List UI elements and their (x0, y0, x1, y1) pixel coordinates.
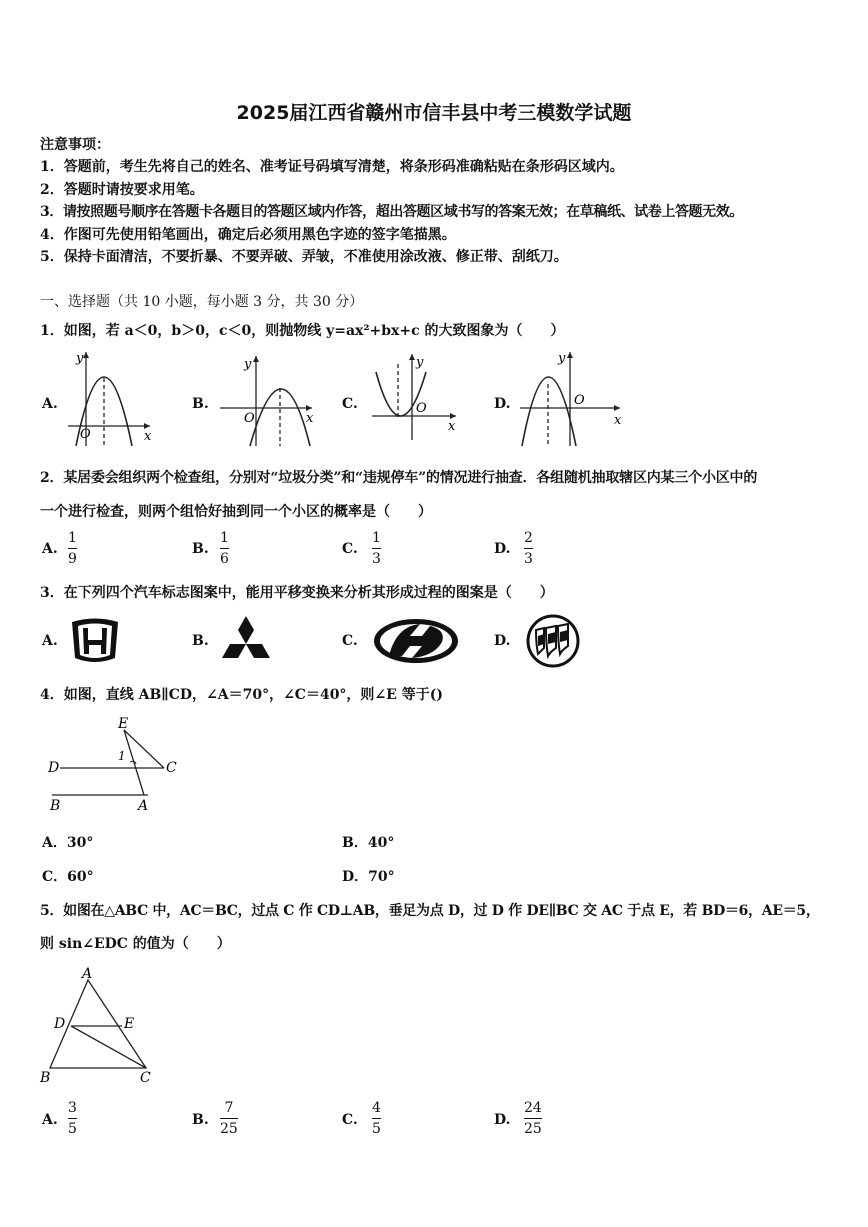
note-item: 1．答题前，考生先将自己的姓名、准考证号码填写清楚，将条形码准确粘贴在条形码区域内。 (40, 159, 624, 175)
q4-option-c: C．60° (42, 869, 94, 885)
buick-logo-icon (526, 614, 580, 668)
question-2-stem: 2．某居委会组织两个检查组，分别对“垃圾分类”和“违规停车”的情况进行抽查．各组随机抽取辖区内某三个小区中的 (40, 470, 758, 486)
q4-option-a: A．30° (42, 835, 94, 851)
page-title: 2025届江西省赣州市信丰县中考三模数学试题 (236, 102, 632, 124)
q2-option-a-label: A. (42, 541, 58, 557)
q5-option-d-fraction: 24 25 (524, 1100, 542, 1137)
q3-option-c-label: C. (342, 633, 358, 649)
q2-option-c-label: C. (342, 541, 358, 557)
x-axis-label: x (144, 429, 152, 444)
svg-text:x: x (614, 413, 622, 428)
q1-option-c-label: C. (342, 396, 358, 412)
point-label: B (50, 798, 61, 814)
note-item: 4．作图可先使用铅笔画出，确定后必须用黑色字迹的签字笔描黑。 (40, 227, 456, 243)
q2-option-b-label: B. (192, 541, 209, 557)
q5-option-b-fraction: 7 25 (220, 1100, 238, 1137)
q5-option-b-label: B. (192, 1112, 209, 1128)
svg-text:y: y (416, 355, 424, 370)
q4-diagram (40, 712, 190, 814)
note-item: 3．请按照题号顺序在答题卡各题目的答题区域内作答，超出答题区域书写的答案无效；在草稿纸、试卷上答题无效。 (40, 204, 743, 220)
point-label: E (118, 716, 129, 732)
question-1-stem: 1．如图，若 a＜0，b＞0，c＜0，则抛物线 y=ax²+bx+c 的大致图象为（ ） (40, 323, 565, 339)
origin-label: O (80, 427, 91, 442)
svg-text:y: y (244, 357, 252, 372)
q5-option-c-label: C. (342, 1112, 358, 1128)
q3-option-d-label: D. (494, 633, 511, 649)
q1-graph-c (368, 350, 460, 442)
q1-option-b-label: B. (192, 396, 209, 412)
question-3-stem: 3．在下列四个汽车标志图案中，能用平移变换来分析其形成过程的图案是（ ） (40, 585, 554, 601)
section-heading: 一、选择题（共 10 小题，每小题 3 分，共 30 分） (40, 294, 364, 310)
honda-logo-icon (68, 616, 122, 666)
q1-graph-d (516, 348, 626, 448)
q4-option-d: D．70° (342, 869, 395, 885)
point-label: D (54, 1016, 66, 1032)
note-item: 2．答题时请按要求用笔。 (40, 182, 204, 198)
question-4-stem: 4．如图，直线 AB∥CD，∠A＝70°，∠C＝40°，则∠E 等于() (40, 687, 443, 703)
svg-text:O: O (574, 393, 585, 408)
q5-option-a-label: A. (42, 1112, 58, 1128)
q5-option-a-fraction: 3 5 (68, 1100, 77, 1137)
point-label: B (40, 1070, 51, 1086)
q1-graph-b (216, 352, 316, 448)
angle-label: 1 (118, 749, 126, 763)
q5-diagram (36, 964, 164, 1088)
point-label: A (138, 798, 149, 814)
q1-option-d-label: D. (494, 396, 511, 412)
mitsubishi-logo-icon (220, 614, 272, 666)
svg-text:x: x (306, 411, 314, 426)
notes-heading: 注意事项： (40, 137, 110, 153)
hyundai-logo-icon (372, 616, 460, 666)
question-5-stem: 5．如图在△ABC 中，AC＝BC，过点 C 作 CD⊥AB，垂足为点 D，过 D 作 DE∥BC 交 AC 于点 E，若 BD＝6，AE＝5， (40, 903, 820, 919)
point-label: E (124, 1016, 135, 1032)
q3-option-a-label: A. (42, 633, 58, 649)
svg-text:O: O (244, 411, 255, 426)
svg-text:x: x (448, 419, 456, 434)
q5-option-c-fraction: 4 5 (372, 1100, 381, 1137)
q2-option-a-fraction: 1 9 (68, 530, 77, 567)
q2-option-c-fraction: 1 3 (372, 530, 381, 567)
point-label: C (140, 1070, 151, 1086)
q2-option-d-label: D. (494, 541, 511, 557)
question-2-stem-cont: 一个进行检查，则两个组恰好抽到同一个小区的概率是（ ） (40, 504, 432, 520)
q3-option-b-label: B. (192, 633, 209, 649)
q2-option-b-fraction: 1 6 (220, 530, 229, 567)
q1-graph-a (64, 348, 154, 448)
svg-text:O: O (416, 401, 427, 416)
q2-option-d-fraction: 2 3 (524, 530, 533, 567)
note-item: 5．保持卡面清洁，不要折暴、不要弄破、弄皱，不准使用涂改液、修正带、刮纸刀。 (40, 249, 568, 265)
question-5-stem-cont: 则 sin∠EDC 的值为（ ） (40, 936, 231, 952)
point-label: D (48, 760, 60, 776)
q1-option-a-label: A. (42, 396, 58, 412)
svg-text:y: y (558, 351, 566, 366)
q5-option-d-label: D. (494, 1112, 511, 1128)
q4-option-b: B．40° (342, 835, 395, 851)
point-label: C (166, 760, 177, 776)
y-axis-label: y (76, 351, 84, 366)
point-label: A (82, 966, 93, 982)
